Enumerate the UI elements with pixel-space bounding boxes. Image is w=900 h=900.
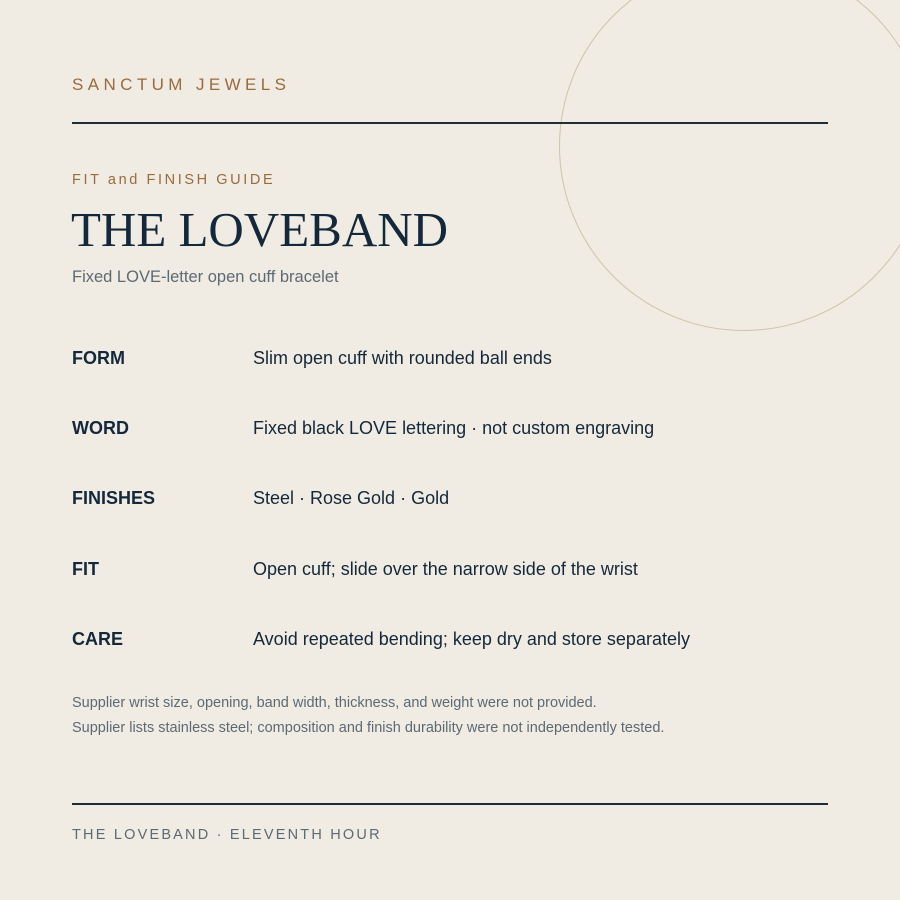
- product-subtitle: Fixed LOVE-letter open cuff bracelet: [72, 268, 339, 286]
- spec-row-care: [72, 629, 828, 653]
- spec-row-word: [72, 418, 828, 442]
- spec-row-fit: [72, 559, 828, 583]
- spec-row-form: [72, 348, 828, 372]
- spec-value: Open cuff; slide over the narrow side of the wrist: [253, 559, 638, 579]
- spec-label: FINISHES: [72, 488, 156, 508]
- supplier-note: Supplier wrist size, opening, band width, thickness, and weight were not provided.: [72, 695, 597, 711]
- spec-value: Steel · Rose Gold · Gold: [253, 488, 450, 508]
- supplier-note: Supplier lists stainless steel; composition and finish durability were not independently tested.: [72, 720, 665, 736]
- spec-label: FORM: [72, 348, 125, 368]
- brand-name: SANCTUM JEWELS: [72, 75, 291, 94]
- spec-label: WORD: [72, 418, 129, 438]
- spec-label: FIT: [72, 559, 99, 579]
- product-title: THE LOVEBAND: [71, 202, 448, 257]
- spec-label: CARE: [72, 629, 124, 649]
- spec-row-finishes: [72, 488, 828, 512]
- guide-eyebrow: FIT and FINISH GUIDE: [72, 172, 276, 188]
- header-divider: [72, 122, 828, 124]
- spec-value: Avoid repeated bending; keep dry and store separately: [253, 629, 690, 649]
- spec-value: Fixed black LOVE lettering · not custom engraving: [253, 418, 655, 438]
- decorative-circle: [559, 0, 900, 331]
- footer-text: THE LOVEBAND · ELEVENTH HOUR: [72, 827, 382, 843]
- footer-divider: [72, 803, 828, 805]
- spec-value: Slim open cuff with rounded ball ends: [253, 348, 552, 368]
